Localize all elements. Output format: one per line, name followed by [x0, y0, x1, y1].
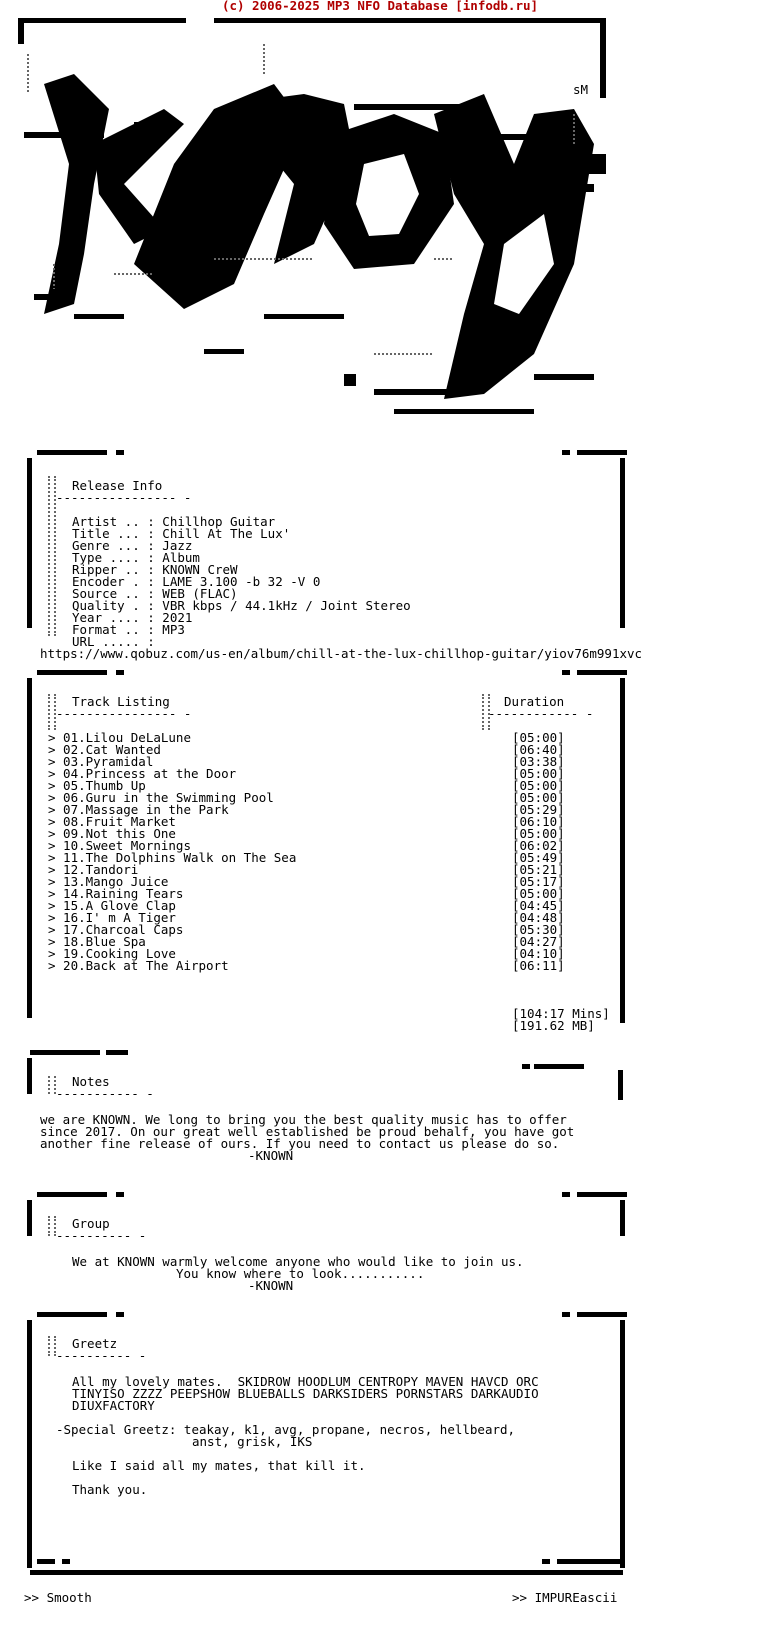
- track-duration: [05:00]: [512, 886, 565, 901]
- track-title: > 07.Massage in the Park: [48, 802, 229, 817]
- track-title: > 12.Tandori: [48, 862, 139, 877]
- track-duration: [04:27]: [512, 934, 565, 949]
- track-duration: [05:00]: [512, 730, 565, 745]
- greetz-line: DIUXFACTORY: [72, 1398, 155, 1413]
- track-duration: [05:29]: [512, 802, 565, 817]
- notes-line: another fine release of ours. If you need to contact us please do so.: [40, 1136, 560, 1151]
- footer-credit-right: >> IMPUREascii: [512, 1590, 618, 1605]
- total-size: [191.62 MB]: [512, 1018, 595, 1033]
- track-heading-underline: ---------------- -: [56, 706, 192, 721]
- group-signature: -KNOWN: [248, 1278, 294, 1293]
- track-duration: [04:48]: [512, 910, 565, 925]
- track-title: > 10.Sweet Mornings: [48, 838, 191, 853]
- group-line: We at KNOWN warmly welcome anyone who would like to join us.: [72, 1254, 524, 1269]
- track-duration: [03:38]: [512, 754, 565, 769]
- group-heading: Group: [72, 1216, 110, 1231]
- track-title: > 18.Blue Spa: [48, 934, 146, 949]
- track-title: > 19.Cooking Love: [48, 946, 176, 961]
- track-title: > 06.Guru in the Swimming Pool: [48, 790, 274, 805]
- track-duration: [05:49]: [512, 850, 565, 865]
- release-line-genre: Genre ... : Jazz: [72, 538, 193, 553]
- track-duration: [06:40]: [512, 742, 565, 757]
- greetz-line: Like I said all my mates, that kill it.: [72, 1458, 366, 1473]
- notes-line: we are KNOWN. We long to bring you the best quality music has to offer: [40, 1112, 567, 1127]
- track-title: > 03.Pyramidal: [48, 754, 154, 769]
- track-title: > 15.A Glove Clap: [48, 898, 176, 913]
- release-line-encoder: Encoder . : LAME 3.100 -b 32 -V 0: [72, 574, 321, 589]
- known-logo-art: [14, 14, 614, 424]
- track-title: > 08.Fruit Market: [48, 814, 176, 829]
- track-title: > 13.Mango Juice: [48, 874, 169, 889]
- release-line-year: Year .... : 2021: [72, 610, 193, 625]
- group-line: You know where to look...........: [176, 1266, 425, 1281]
- release-line-title: Title ... : Chill At The Lux': [72, 526, 291, 541]
- release-line-ripper: Ripper .. : KNOWN CreW: [72, 562, 238, 577]
- notes-signature: -KNOWN: [248, 1148, 294, 1163]
- track-duration: [06:11]: [512, 958, 565, 973]
- group-heading-underline: ---------- -: [56, 1228, 147, 1243]
- track-title: > 01.Lilou DeLaLune: [48, 730, 191, 745]
- track-title: > 02.Cat Wanted: [48, 742, 161, 757]
- release-info-heading: Release Info: [72, 478, 163, 493]
- track-title: > 09.Not this One: [48, 826, 176, 841]
- release-line-type: Type .... : Album: [72, 550, 200, 565]
- notes-line: since 2017. On our great well established be proud behalf, you have got: [40, 1124, 575, 1139]
- greetz-heading: Greetz: [72, 1336, 118, 1351]
- track-duration: [05:00]: [512, 766, 565, 781]
- track-title: > 20.Back at The Airport: [48, 958, 229, 973]
- track-duration: [05:21]: [512, 862, 565, 877]
- copyright-banner: (c) 2006-2025 MP3 NFO Database [infodb.ru]: [221, 0, 539, 13]
- track-duration: [04:45]: [512, 898, 565, 913]
- release-url-link[interactable]: https://www.qobuz.com/us-en/album/chill-at-the-lux-chillhop-guitar/yiov76m991xvc: [40, 646, 643, 661]
- track-duration: [05:00]: [512, 826, 565, 841]
- track-title: > 17.Charcoal Caps: [48, 922, 184, 937]
- greetz-line: Thank you.: [72, 1482, 148, 1497]
- greetz-line: anst, grisk, IKS: [192, 1434, 313, 1449]
- release-line-source: Source .. : WEB (FLAC): [72, 586, 238, 601]
- footer-credit-left: >> Smooth: [24, 1590, 92, 1605]
- release-line-url-label: URL ..... :: [72, 634, 155, 649]
- track-duration: [05:30]: [512, 922, 565, 937]
- duration-heading-underline: ------------ -: [488, 706, 594, 721]
- greetz-line: All my lovely mates. SKIDROW HOODLUM CENTROPY MAVEN HAVCD ORC: [72, 1374, 539, 1389]
- track-title: > 16.I' m A Tiger: [48, 910, 176, 925]
- track-title: > 04.Princess at the Door: [48, 766, 237, 781]
- track-title: > 14.Raining Tears: [48, 886, 184, 901]
- greetz-line: -Special Greetz: teakay, k1, avg, propane, necros, hellbeard,: [56, 1422, 516, 1437]
- artist-tag: sM: [573, 82, 589, 97]
- track-duration: [06:02]: [512, 838, 565, 853]
- track-title: > 05.Thumb Up: [48, 778, 146, 793]
- release-heading-underline: ---------------- -: [56, 490, 192, 505]
- track-title: > 11.The Dolphins Walk on The Sea: [48, 850, 297, 865]
- release-line-artist: Artist .. : Chillhop Guitar: [72, 514, 276, 529]
- release-line-format: Format .. : MP3: [72, 622, 185, 637]
- duration-heading: Duration: [504, 694, 565, 709]
- track-duration: [04:10]: [512, 946, 565, 961]
- track-listing-heading: Track Listing: [72, 694, 170, 709]
- notes-heading-underline: ----------- -: [56, 1086, 154, 1101]
- track-duration: [05:00]: [512, 778, 565, 793]
- notes-heading: Notes: [72, 1074, 110, 1089]
- greetz-heading-underline: ---------- -: [56, 1348, 147, 1363]
- track-duration: [05:17]: [512, 874, 565, 889]
- total-time: [104:17 Mins]: [512, 1006, 610, 1021]
- release-line-quality: Quality . : VBR kbps / 44.1kHz / Joint Stereo: [72, 598, 411, 613]
- track-duration: [06:10]: [512, 814, 565, 829]
- track-duration: [05:00]: [512, 790, 565, 805]
- greetz-line: TINYISO ZZZZ PEEPSHOW BLUEBALLS DARKSIDERS PORNSTARS DARKAUDIO: [72, 1386, 539, 1401]
